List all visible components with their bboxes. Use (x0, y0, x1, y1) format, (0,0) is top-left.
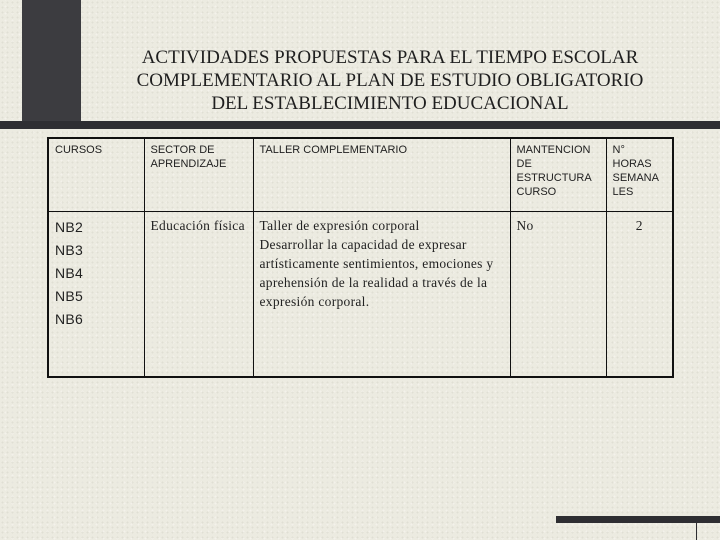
decorative-bottom-rule (556, 516, 720, 523)
curso-item: NB3 (55, 242, 84, 258)
table-row (48, 212, 673, 378)
curso-item: NB6 (55, 311, 84, 327)
taller-title: Taller de expresión corporal (259, 218, 420, 233)
curso-item: NB2 (55, 219, 84, 235)
header-sector: SECTOR DE APRENDIZAJE (144, 138, 253, 212)
decorative-vertical-bar (22, 0, 81, 126)
header-mantencion: MANTENCION DE ESTRUCTURA CURSO (510, 138, 606, 212)
curso-item: NB4 (55, 265, 84, 281)
curso-item: NB5 (55, 288, 84, 304)
title-line-2: COMPLEMENTARIO AL PLAN DE ESTUDIO OBLIGATORIO (136, 70, 644, 91)
title-line-1: ACTIVIDADES PROPUESTAS PARA EL TIEMPO ESCOLAR (141, 47, 639, 68)
slide-title (95, 46, 685, 115)
decorative-horizontal-rule (0, 121, 720, 129)
header-horas: N° HORAS SEMANA LES (606, 138, 673, 212)
header-cursos: CURSOS (48, 138, 144, 212)
cell-cursos (48, 212, 144, 378)
title-line-3: DEL ESTABLECIMIENTO EDUCACIONAL (211, 93, 569, 114)
taller-description: Desarrollar la capacidad de expresar artísticamente sentimientos, emociones y aprehensión de la realidad a través de la expresión corporal. (259, 237, 494, 309)
cell-taller (253, 212, 510, 378)
decorative-bottom-tick (696, 523, 697, 540)
table-header-row (48, 138, 673, 212)
activities-table (47, 137, 674, 378)
header-taller: TALLER COMPLEMENTARIO (253, 138, 510, 212)
cell-sector: Educación física (144, 212, 253, 378)
cell-mantencion: No (510, 212, 606, 378)
cell-horas: 2 (635, 218, 643, 233)
